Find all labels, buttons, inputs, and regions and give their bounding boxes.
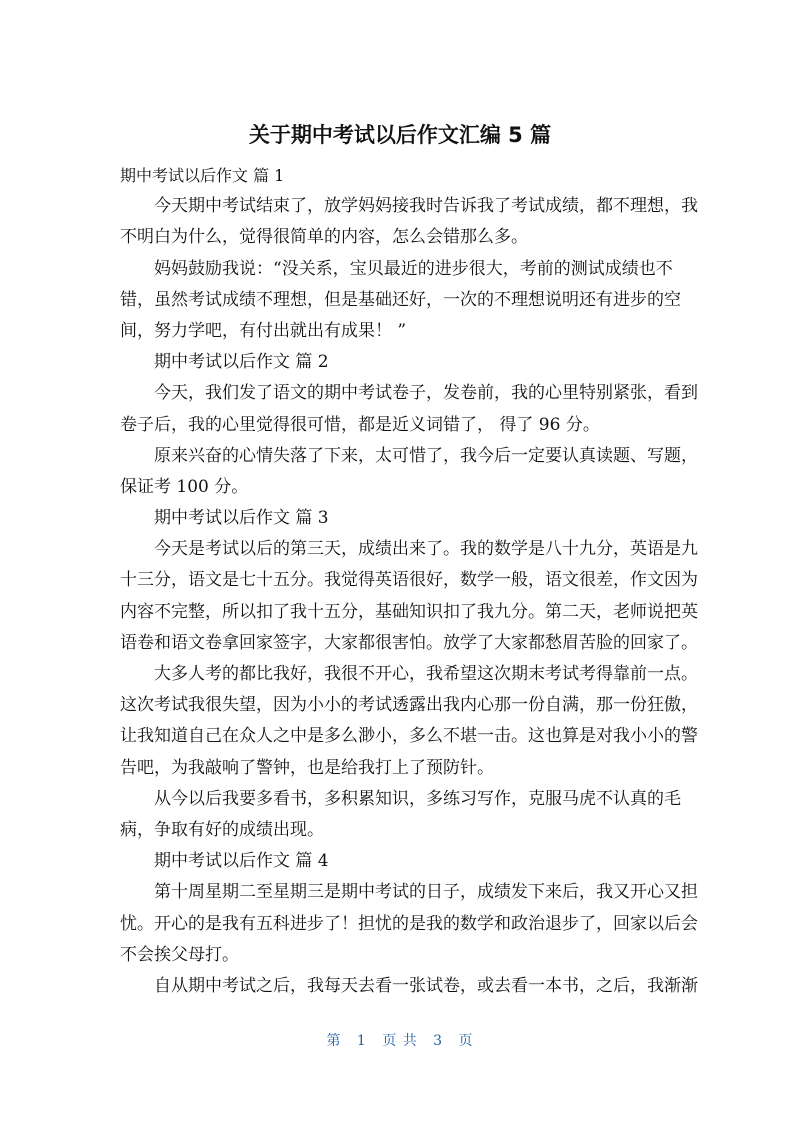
text-line: 今天，我们发了语文的期中考试卷子，发卷前，我的心里特别紧张，看到 xyxy=(154,383,698,404)
footer-pages-label: 页 xyxy=(458,1033,474,1049)
text-line: 期中考试以后作文 篇 3 xyxy=(154,508,329,529)
footer-page-number: 1 xyxy=(356,1033,367,1049)
text-line: 期中考试以后作文 篇 1 xyxy=(120,166,285,185)
text-line: 期中考试以后作文 篇 2 xyxy=(154,352,329,373)
text-line: 让我知道自己在众人之中是多么渺小，多么不堪一击。这也算是对我小小的警 xyxy=(120,726,698,747)
text-line: 今天是考试以后的第三天，成绩出来了。我的数学是八十九分，英语是九 xyxy=(154,539,698,560)
text-line: 语卷和语文卷拿回家签字，大家都很害怕。放学了大家都愁眉苦脸的回家了。 xyxy=(120,632,698,653)
text-line: 病，争取有好的成绩出现。 xyxy=(120,819,324,840)
text-line: 不会挨父母打。 xyxy=(120,944,239,965)
footer-of-label: 页 共 xyxy=(382,1033,418,1049)
text-line: 卷子后，我的心里觉得很可惜，都是近义词错了， 得了 96 分。 xyxy=(120,414,600,435)
text-line: 大多人考的都比我好，我很不开心，我希望这次期末考试考得靠前一点。 xyxy=(154,664,698,684)
document-title: 关于期中考试以后作文汇编 5 篇 xyxy=(248,123,552,147)
footer-total-pages: 3 xyxy=(433,1033,444,1049)
text-line: 内容不完整，所以扣了我十五分，基础知识扣了我九分。第二天，老师说把英 xyxy=(120,601,698,622)
text-line: 妈妈鼓励我说：“没关系，宝贝最近的进步很大，考前的测试成绩也不 xyxy=(154,258,673,279)
text-line: 原来兴奋的心情失落了下来，太可惜了，我今后一定要认真读题、写题， xyxy=(154,445,698,466)
text-line: 这次考试我很失望，因为小小的考试透露出我内心那一份自满，那一份狂傲， xyxy=(120,695,698,716)
text-line: 保证考 100 分。 xyxy=(120,476,249,497)
text-line: 不明白为什么，觉得很简单的内容，怎么会错那么多。 xyxy=(120,227,528,248)
text-line: 今天期中考试结束了，放学妈妈接我时告诉我了考试成绩，都不理想，我 xyxy=(154,196,698,217)
text-line: 忧。开心的是我有五科进步了！担忧的是我的数学和政治退步了，回家以后会 xyxy=(120,913,698,934)
text-line: 告吧，为我敲响了警钟，也是给我打上了预防针。 xyxy=(120,757,494,778)
text-line: 自从期中考试之后，我每天去看一张试卷，或去看一本书，之后，我渐渐 xyxy=(154,975,698,996)
text-line: 十三分，语文是七十五分。我觉得英语很好，数学一般，语文很差，作文因为 xyxy=(120,570,698,591)
footer-page-label: 第 xyxy=(326,1033,342,1049)
document-body xyxy=(120,160,698,1002)
page-footer xyxy=(0,1030,800,1050)
text-line: 间，努力学吧，有付出就出有成果！ ” xyxy=(120,320,407,341)
text-line: 从今以后我要多看书，多积累知识，多练习写作，克服马虎不认真的毛 xyxy=(154,788,681,809)
text-line: 错，虽然考试成绩不理想，但是基础还好，一次的不理想说明还有进步的空 xyxy=(120,289,681,310)
text-line: 期中考试以后作文 篇 4 xyxy=(154,851,329,872)
text-line: 第十周星期二至星期三是期中考试的日子，成绩发下来后，我又开心又担 xyxy=(154,882,698,903)
